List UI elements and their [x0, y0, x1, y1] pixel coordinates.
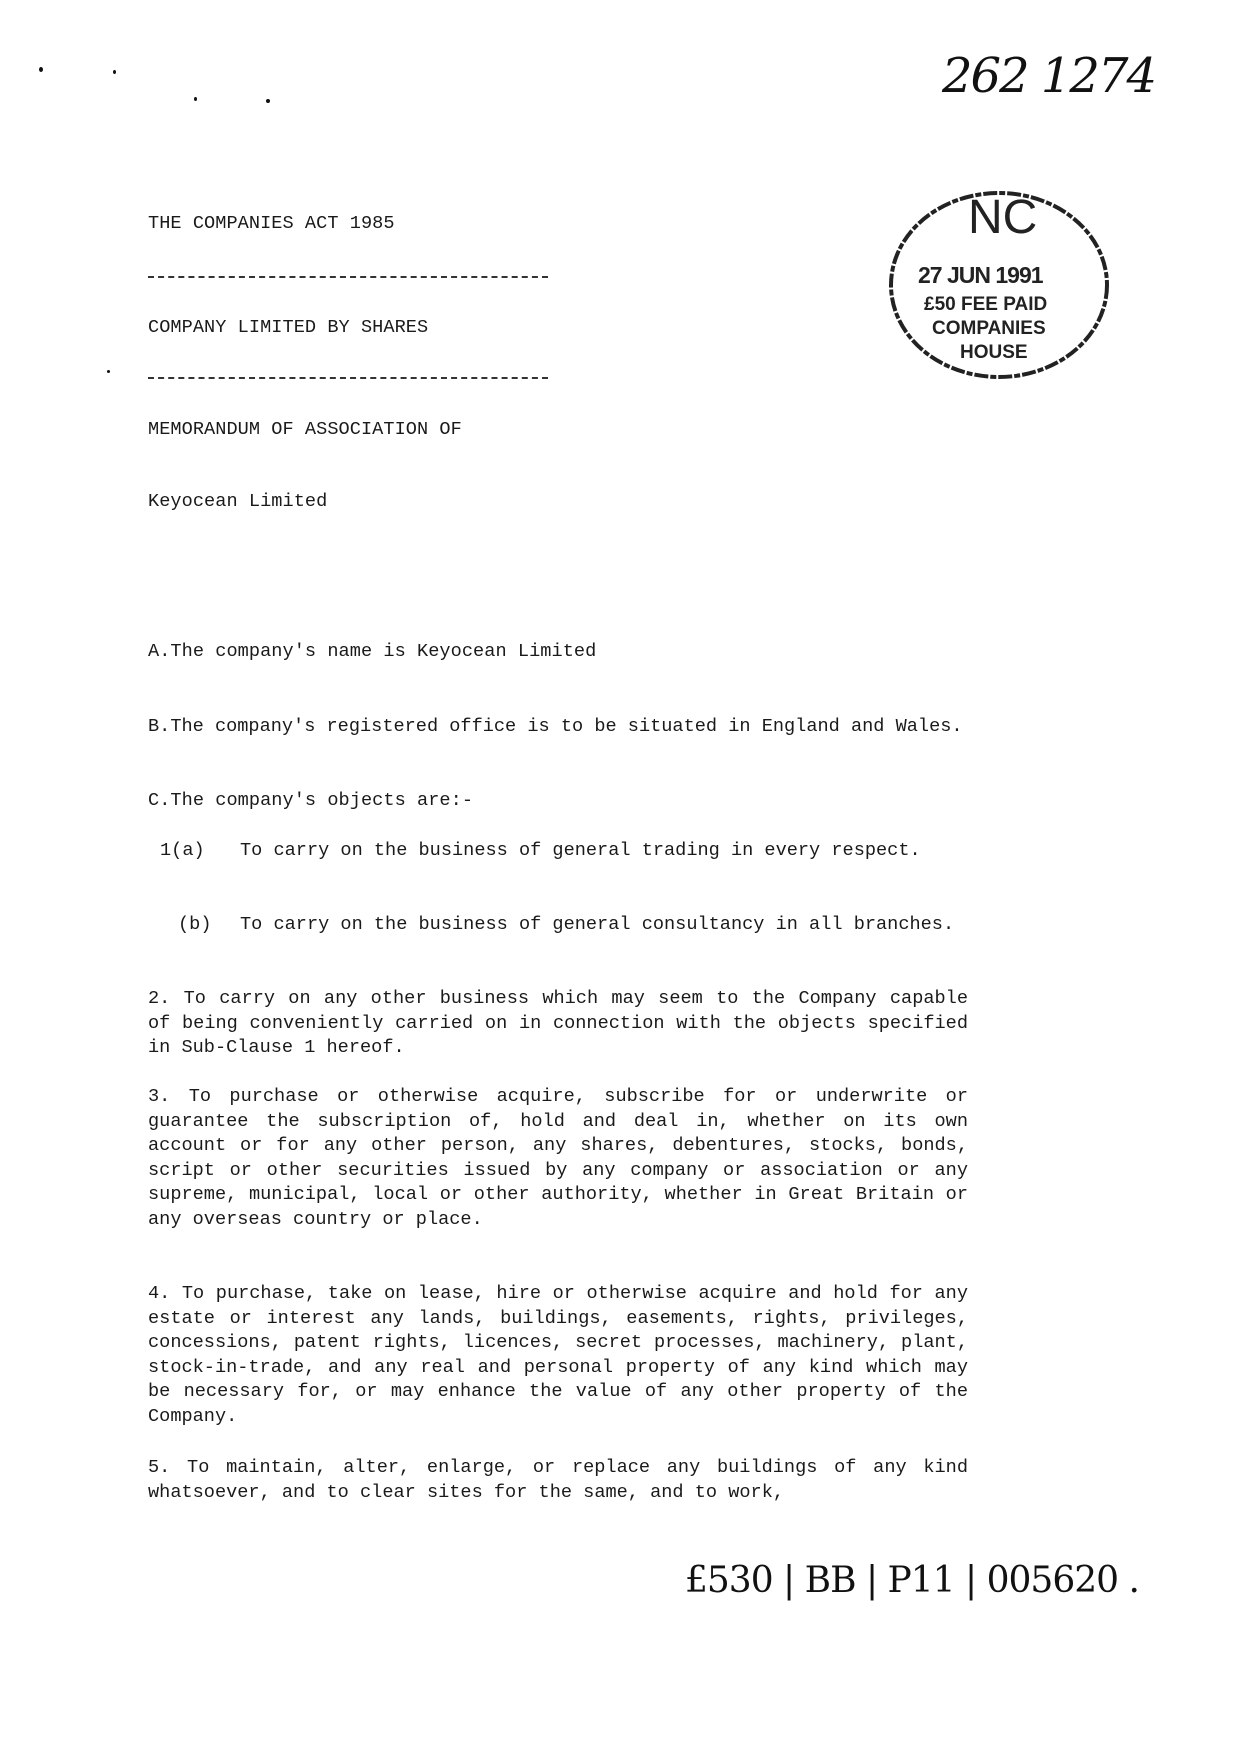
clause-c: C.The company's objects are:- [148, 790, 474, 811]
object-text: To carry on the business of general consultancy in all branches. [240, 914, 955, 935]
object-text: To carry on the business of general trading in every respect. [240, 840, 921, 861]
stamp-code: NC [968, 191, 1038, 244]
object-label: 1(a) [160, 840, 205, 861]
scan-speck [266, 99, 270, 103]
scan-speck [39, 67, 43, 72]
clause-2: 2. To carry on any other business which may seem to the Company capable of being conveniently carried on in connection with the objects specified in Sub-Clause 1 hereof. [148, 988, 968, 1058]
stamp-line1: COMPANIES [932, 318, 1046, 339]
clause-b: B.The company's registered office is to be situated in England and Wales. [148, 716, 963, 737]
handwritten-reference-top: 262 1274 [942, 48, 1156, 104]
company-type-heading: COMPANY LIMITED BY SHARES [148, 317, 429, 338]
stamp-date: 27 JUN 1991 [918, 262, 1043, 288]
scan-speck [194, 97, 197, 101]
clause-3: 3. To purchase or otherwise acquire, subscribe for or underwrite or guarantee the subscription of, hold and deal in, whether on its own account or for any other person, any shares, debentures, stocks, bonds, script or other securities issued by any company or association or any supreme, municipal, local or other authority, whether in Great Britain or any overseas country or place. [148, 1086, 968, 1230]
company-name: Keyocean Limited [148, 491, 328, 512]
stamp-fee: £50 FEE PAID [924, 294, 1048, 315]
divider-rule [148, 377, 548, 379]
memorandum-title: MEMORANDUM OF ASSOCIATION OF [148, 419, 462, 440]
stamp-line2: HOUSE [960, 342, 1028, 363]
clause-4: 4. To purchase, take on lease, hire or otherwise acquire and hold for any estate or interest any lands, buildings, easements, rights, privileges, concessions, patent rights, licences, secret processes, machinery, plant, stock-in-trade, and any real and personal property of any kind which may be necessary for, or may enhance the value of any other property of the Company. [148, 1283, 968, 1427]
object-label: (b) [178, 914, 212, 935]
handwritten-reference-bottom: £530 | BB | P11 | 005620 . [685, 1560, 1139, 1601]
scan-speck [107, 370, 110, 373]
clause-5: 5. To maintain, alter, enlarge, or replace any buildings of any kind whatsoever, and to clear sites for the same, and to work, [148, 1457, 968, 1503]
scan-speck [113, 70, 116, 74]
act-heading: THE COMPANIES ACT 1985 [148, 213, 395, 234]
clause-a: A.The company's name is Keyocean Limited [148, 641, 597, 662]
divider-rule [148, 276, 548, 278]
